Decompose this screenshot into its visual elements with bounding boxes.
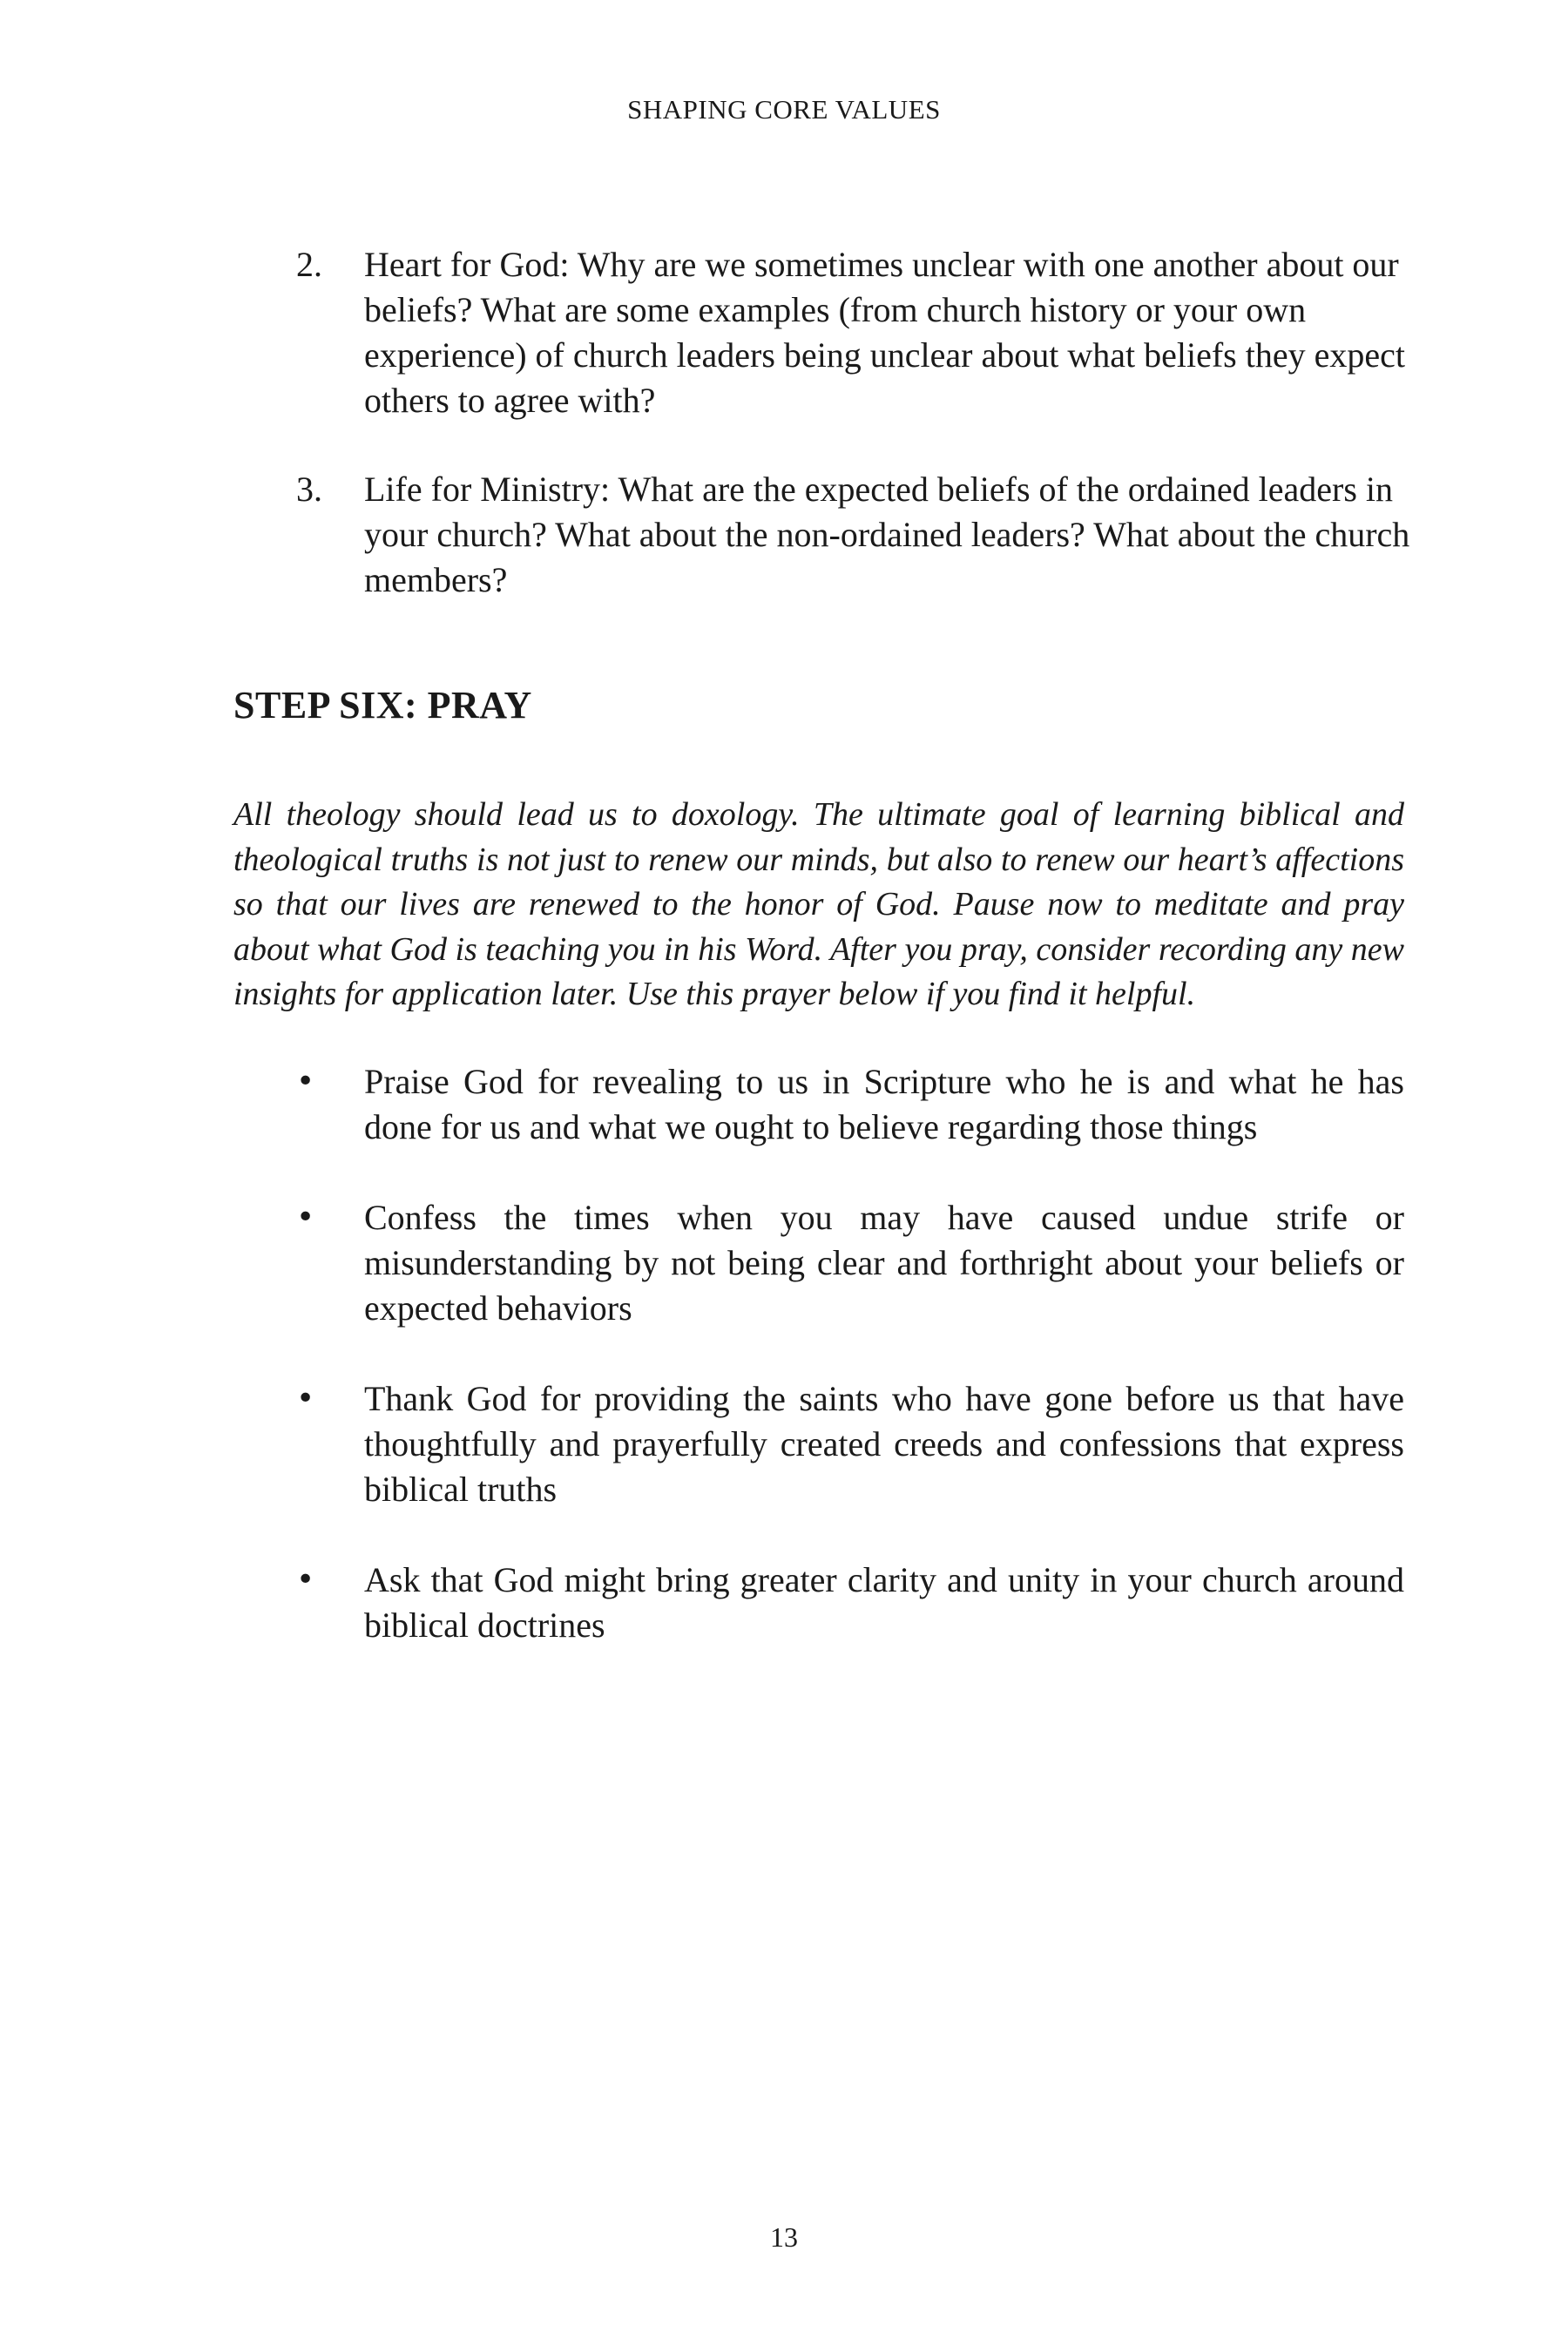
prayer-text: Praise God for revealing to us in Scripture who he is and what he has done for us and what we ought to believe regarding those things — [364, 1062, 1404, 1146]
prayer-list — [296, 1059, 1404, 1693]
page-number: 13 — [770, 2221, 798, 2253]
running-header: SHAPING CORE VALUES — [627, 94, 941, 125]
bullet-icon: • — [296, 1562, 315, 1598]
prayer-text: Confess the times when you may have caused undue strife or misunderstanding by not being clear and forthright about your beliefs or expected behaviors — [364, 1198, 1404, 1328]
question-text: Heart for God: Why are we sometimes unclear with one another about our beliefs? What are some examples (from church history or your own experience) of church leaders being unclear about what beliefs they expect others to agree with? — [364, 245, 1405, 420]
question-item — [296, 467, 1411, 603]
prayer-item — [296, 1059, 1404, 1150]
discussion-questions — [296, 242, 1411, 646]
question-text: Life for Ministry: What are the expected beliefs of the ordained leaders in your church? What about the non-ordained leaders? What about the church members? — [364, 470, 1410, 599]
bullet-icon: • — [296, 1200, 315, 1235]
prayer-item — [296, 1376, 1404, 1512]
prayer-item — [296, 1195, 1404, 1331]
bullet-icon: • — [296, 1064, 315, 1099]
prayer-item — [296, 1558, 1404, 1648]
section-heading: STEP SIX: PRAY — [233, 684, 532, 727]
section-intro: All theology should lead us to doxology. The ultimate goal of learning biblical and theological truths is not just to renew our minds, but also to renew our heart’s affections so that our lives are renewed to the honor of God. Pause now to meditate and pray about what God is teaching you in his Word. After you pray, consider recording any new insights for application later. Use this prayer below if you find it helpful. — [233, 796, 1404, 1012]
question-number: 2. — [296, 245, 322, 284]
question-number: 3. — [296, 470, 322, 509]
question-item — [296, 242, 1411, 423]
prayer-text: Ask that God might bring greater clarity and unity in your church around biblical doctrines — [364, 1560, 1404, 1645]
prayer-text: Thank God for providing the saints who have gone before us that have thoughtfully and prayerfully created creeds and confessions that express biblical truths — [364, 1379, 1404, 1509]
bullet-icon: • — [296, 1381, 315, 1416]
